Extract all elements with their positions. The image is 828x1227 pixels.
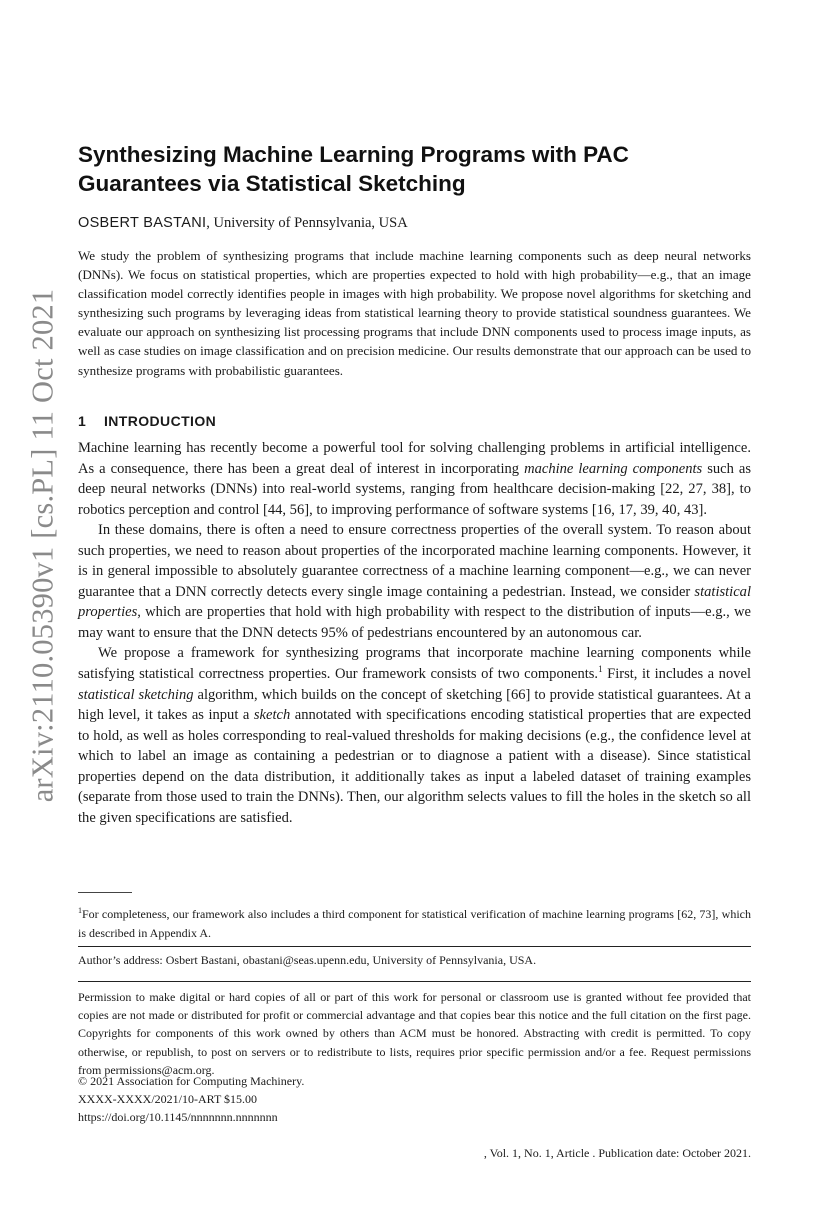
paper-title	[78, 140, 758, 198]
emphasis-text: statistical sketching	[78, 686, 194, 703]
footnote-marker[interactable]: 1	[598, 664, 603, 675]
footnote-text: For completeness, our framework also includes a third component for statistical verification of machine learning programs [62, 73], which is described in Appendix A.	[78, 907, 751, 940]
permission-notice: Permission to make digital or hard copies of all or part of this work for personal or classroom use is granted without fee provided that copies are not made or distributed for profit or commercial advantage and that copies bear this notice and the full citation on the first page. Copyrights for components of this work owned by others than ACM must be honored. Abstracting with credit is permitted. To copy otherwise, or republish, to post on servers or to redistribute to lists, requires prior specific permission and/or a fee. Request permissions from permissions@acm.org.	[78, 990, 751, 1077]
authors-address: Author’s address: Osbert Bastani, obastani@seas.upenn.edu, University of Pennsylvania, USA.	[78, 953, 537, 967]
paragraph-text: such as deep neural networks (DNNs) into real-world systems, ranging from healthcare decision-making [22, 27, 38], to robotics perception and control [44, 56], to improving performance of software systems [16, 17, 39, 40, 43].	[78, 460, 752, 518]
publication-info: , Vol. 1, No. 1, Article . Publication date: October 2021.	[483, 1146, 751, 1160]
footnote-mark: 1	[78, 906, 82, 915]
author-line	[78, 214, 758, 232]
arxiv-identifier	[8, 250, 78, 840]
paragraph	[78, 643, 751, 828]
paragraph-text: , which are properties that hold with high probability with respect to the distribution of inputs—e.g., we may want to ensure that the DNN detects 95% of pedestrians encountered by an autonomous car.	[78, 604, 751, 641]
section-heading	[78, 413, 758, 429]
title-line-1: Synthesizing Machine Learning Programs with PAC	[78, 142, 629, 167]
paragraph-text: Machine learning has recently become a powerful tool for solving challenging problems in artificial intelligence. As a consequence, there has been a great deal of interest in incorporating	[78, 440, 751, 477]
author-name: OSBERT BASTANI	[78, 215, 207, 231]
footnote-divider	[78, 892, 132, 893]
divider	[78, 946, 751, 947]
paragraph-text: In these domains, there is often a need to ensure correctness properties of the overall system. To reason about such properties, we need to reason about properties of the incorporated machine learning components. However, it is in general impossible to absolutely guarantee correctness of a machine learning component—e.g., we can never guarantee that a DNN correctly detects every single image containing a pedestrian. Instead, we consider	[78, 522, 751, 600]
section-number: 1	[78, 413, 87, 429]
paragraph-text: We propose a framework for synthesizing programs that incorporate machine learning components while satisfying statistical correctness properties. Our framework consists of two components.	[78, 645, 751, 683]
abstract: We study the problem of synthesizing programs that include machine learning components such as deep neural networks (DNNs). We focus on statistical properties, which are properties expected to hold with high probability—e.g., that an image classification model correctly identifies people in images with high probability. We propose novel algorithms for sketching and synthesizing such programs by leveraging ideas from statistical learning theory to provide statistical soundness guarantees. We evaluate our approach on synthesizing list processing programs that include DNN components used to process image inputs, as well as case studies on image classification and on precision medicine. Our results demonstrate that our approach can be used to synthesize programs with probabilistic guarantees.	[78, 248, 751, 378]
paragraph-text: algorithm, which builds on the concept of sketching [66] to provide statistical guarantees. At a high level, it takes as input a	[78, 686, 751, 724]
paragraph	[78, 438, 751, 520]
section-title: INTRODUCTION	[104, 413, 217, 429]
copyright-line: © 2021 Association for Computing Machinery.	[78, 1074, 305, 1088]
article-code: XXXX-XXXX/2021/10-ART $15.00	[78, 1092, 258, 1106]
introduction-body	[78, 438, 751, 828]
author-affiliation: , University of Pennsylvania, USA	[206, 215, 408, 231]
arxiv-identifier-text: arXiv:2110.05390v1 [cs.PL] 11 Oct 2021	[25, 288, 60, 802]
paragraph-text: First, it includes a novel	[602, 666, 751, 683]
doi-link[interactable]: https://doi.org/10.1145/nnnnnnn.nnnnnnn	[78, 1110, 278, 1124]
emphasis-text: machine learning components	[524, 460, 703, 477]
paragraph	[78, 520, 751, 643]
emphasis-text: statistical properties	[78, 583, 751, 621]
paragraph-text: annotated with specifications encoding statistical properties that are expected to hold, as well as holes corresponding to real-valued thresholds for making decisions (e.g., the confidence level at which to label an image as containing a pedestrian or to diagnose a patient with a disease). Since statistical properties depend on the data distribution, it additionally takes as input a labeled dataset of training examples (separate from those used to train the DNNs). Then, our algorithm selects values to fill the holes in the sketch so all the given specifications are satisfied.	[78, 707, 751, 826]
divider	[78, 981, 751, 982]
footnote	[78, 901, 751, 943]
title-line-2: Guarantees via Statistical Sketching	[78, 171, 466, 196]
emphasis-text: sketch	[253, 707, 291, 724]
